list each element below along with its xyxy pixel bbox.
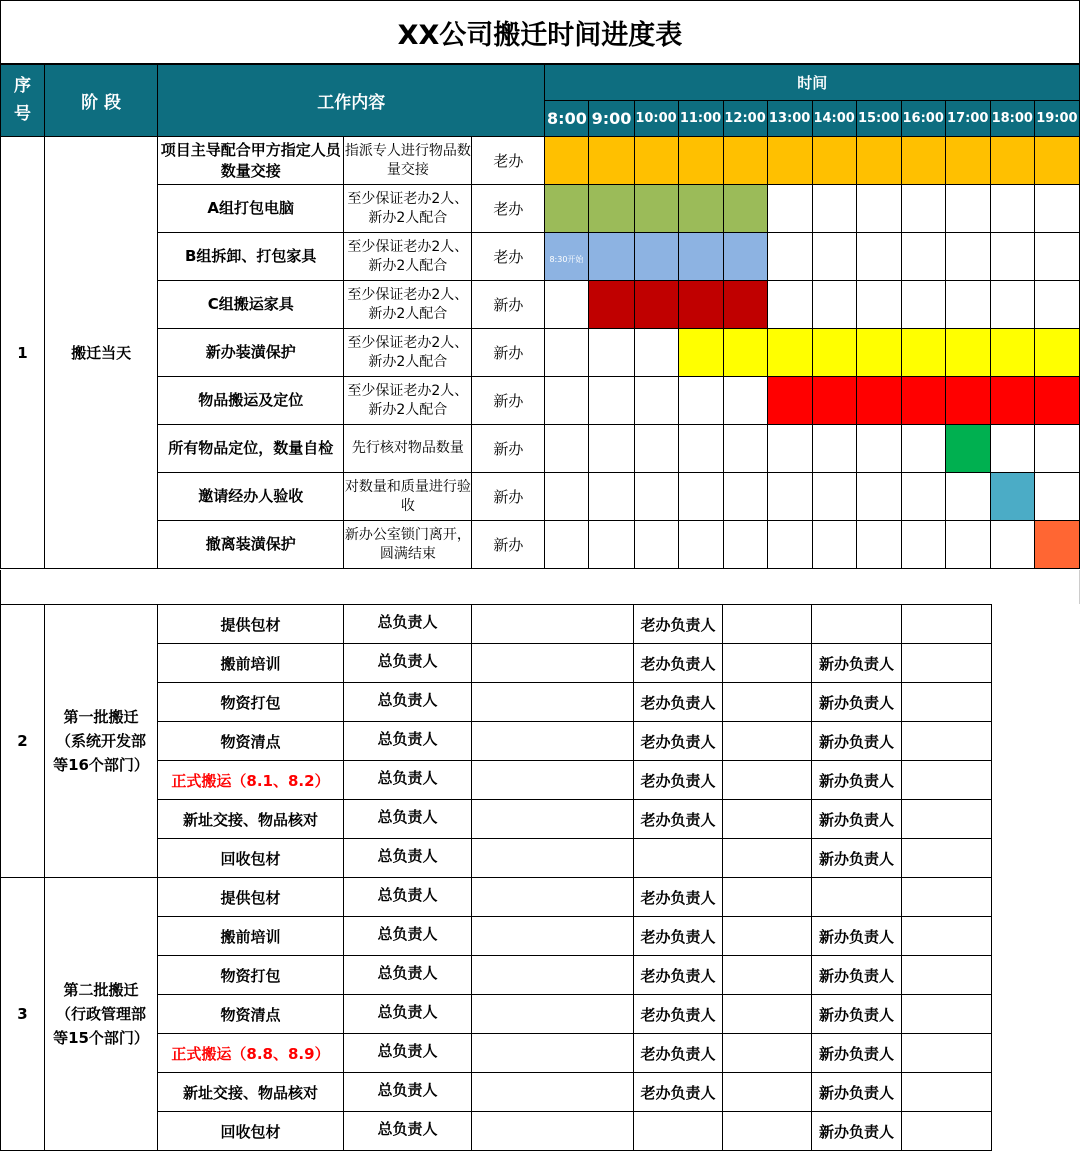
batch-task: 正式搬运（8.1、8.2） xyxy=(158,761,344,800)
phase-seq: 1 xyxy=(1,137,45,569)
blank-cell xyxy=(472,761,634,800)
gantt-empty-cell xyxy=(990,521,1034,569)
blank-cell xyxy=(723,839,812,878)
task-row xyxy=(1,425,1080,473)
new-office-owner: 新办负责人 xyxy=(812,644,902,683)
blank-cell xyxy=(472,839,634,878)
gantt-empty-cell xyxy=(990,425,1034,473)
gantt-empty-cell xyxy=(767,233,812,281)
new-office-owner: 新办负责人 xyxy=(812,722,902,761)
gantt-empty-cell xyxy=(545,473,589,521)
gantt-empty-cell xyxy=(945,521,990,569)
gantt-empty-cell xyxy=(856,185,901,233)
task-name: 项目主导配合甲方指定人员数量交接 xyxy=(158,137,344,185)
gantt-bar-cell xyxy=(901,137,945,185)
gantt-bar-cell xyxy=(945,137,990,185)
old-office-owner xyxy=(634,839,723,878)
batch-task: 搬前培训 xyxy=(158,917,344,956)
new-office-owner: 新办负责人 xyxy=(812,800,902,839)
blank-cell xyxy=(902,1112,992,1151)
blank-cell xyxy=(723,1112,812,1151)
gantt-empty-cell xyxy=(634,473,678,521)
gantt-empty-cell xyxy=(723,425,767,473)
gantt-bar-cell xyxy=(678,185,723,233)
gantt-empty-cell xyxy=(901,281,945,329)
new-office-owner: 新办负责人 xyxy=(812,839,902,878)
task-row xyxy=(1,233,1080,281)
gantt-bar-cell xyxy=(812,377,856,425)
gantt-empty-cell xyxy=(990,281,1034,329)
gantt-empty-cell xyxy=(812,425,856,473)
task-team: 新办 xyxy=(472,521,545,569)
old-office-owner: 老办负责人 xyxy=(634,878,723,917)
chief-owner: 总负责人 xyxy=(344,1034,472,1073)
task-team: 老办 xyxy=(472,233,545,281)
old-office-owner xyxy=(634,1112,723,1151)
gantt-empty-cell xyxy=(812,233,856,281)
gantt-empty-cell xyxy=(723,377,767,425)
chief-owner: 总负责人 xyxy=(344,683,472,722)
task-row xyxy=(1,521,1080,569)
batch-task: 新址交接、物品核对 xyxy=(158,800,344,839)
gantt-bar-cell xyxy=(945,329,990,377)
gantt-bar-cell xyxy=(589,185,634,233)
blank-cell xyxy=(723,800,812,839)
blank-cell xyxy=(902,605,992,644)
blank-cell xyxy=(902,956,992,995)
task-row xyxy=(1,377,1080,425)
task-detail: 至少保证老办2人、新办2人配合 xyxy=(344,185,472,233)
new-office-owner: 新办负责人 xyxy=(812,956,902,995)
chief-owner: 总负责人 xyxy=(344,722,472,761)
gantt-bar-cell xyxy=(767,137,812,185)
gantt-empty-cell xyxy=(901,425,945,473)
blank-cell xyxy=(723,1073,812,1112)
blank-cell xyxy=(472,1034,634,1073)
gantt-bar-cell xyxy=(945,425,990,473)
blank-cell xyxy=(472,1112,634,1151)
gantt-empty-cell xyxy=(1034,281,1079,329)
phase-seq: 2 xyxy=(1,605,45,878)
task-row xyxy=(1,473,1080,521)
gantt-empty-cell xyxy=(1034,473,1079,521)
gantt-empty-cell xyxy=(945,233,990,281)
chief-owner: 总负责人 xyxy=(344,761,472,800)
gantt-empty-cell xyxy=(723,473,767,521)
task-team: 新办 xyxy=(472,329,545,377)
blank-cell xyxy=(902,644,992,683)
task-name: 邀请经办人验收 xyxy=(158,473,344,521)
gantt-empty-cell xyxy=(901,521,945,569)
new-office-owner: 新办负责人 xyxy=(812,1073,902,1112)
task-row xyxy=(1,137,1080,185)
gantt-bar-cell xyxy=(990,137,1034,185)
gantt-bar-cell xyxy=(990,329,1034,377)
blank-cell xyxy=(472,683,634,722)
gantt-bar-cell xyxy=(678,233,723,281)
hour-label: 10:00 xyxy=(634,101,678,137)
gantt-empty-cell xyxy=(589,473,634,521)
gantt-bar-cell xyxy=(901,329,945,377)
new-office-owner: 新办负责人 xyxy=(812,761,902,800)
gantt-empty-cell xyxy=(1034,425,1079,473)
blank-cell xyxy=(902,995,992,1034)
batch-task: 新址交接、物品核对 xyxy=(158,1073,344,1112)
blank-cell xyxy=(902,839,992,878)
gantt-empty-cell xyxy=(856,281,901,329)
gantt-empty-cell xyxy=(812,473,856,521)
old-office-owner: 老办负责人 xyxy=(634,1073,723,1112)
old-office-owner: 老办负责人 xyxy=(634,605,723,644)
task-detail: 先行核对物品数量 xyxy=(344,425,472,473)
gantt-bar-cell xyxy=(856,329,901,377)
task-row xyxy=(1,329,1080,377)
gantt-bar-cell xyxy=(723,281,767,329)
task-detail: 至少保证老办2人、新办2人配合 xyxy=(344,233,472,281)
new-office-owner: 新办负责人 xyxy=(812,917,902,956)
schedule-table xyxy=(0,64,1080,569)
blank-cell xyxy=(902,800,992,839)
task-team: 新办 xyxy=(472,377,545,425)
hour-label: 11:00 xyxy=(678,101,723,137)
gantt-empty-cell xyxy=(856,521,901,569)
header-seq: 序 号 xyxy=(1,65,45,137)
start-note: 8:30开始 xyxy=(549,255,584,264)
chief-owner: 总负责人 xyxy=(344,800,472,839)
gantt-bar-cell xyxy=(812,329,856,377)
new-office-owner: 新办负责人 xyxy=(812,995,902,1034)
gantt-bar-cell xyxy=(678,281,723,329)
gantt-empty-cell xyxy=(678,377,723,425)
task-team: 新办 xyxy=(472,425,545,473)
old-office-owner: 老办负责人 xyxy=(634,956,723,995)
gantt-empty-cell xyxy=(545,281,589,329)
gantt-empty-cell xyxy=(856,425,901,473)
gantt-empty-cell xyxy=(856,473,901,521)
gantt-bar-cell xyxy=(767,329,812,377)
task-name: A组打包电脑 xyxy=(158,185,344,233)
task-row xyxy=(1,281,1080,329)
gantt-empty-cell xyxy=(767,425,812,473)
gantt-empty-cell xyxy=(678,425,723,473)
gantt-bar-cell xyxy=(723,329,767,377)
gantt-bar-cell xyxy=(856,377,901,425)
hour-label: 8:00 xyxy=(545,101,589,137)
blank-cell xyxy=(472,605,634,644)
blank-cell xyxy=(723,917,812,956)
gantt-bar-cell xyxy=(634,185,678,233)
gantt-bar-cell xyxy=(1034,377,1079,425)
blank-cell xyxy=(723,683,812,722)
batch-row xyxy=(1,605,992,644)
task-detail: 至少保证老办2人、新办2人配合 xyxy=(344,377,472,425)
task-name: 新办装潢保护 xyxy=(158,329,344,377)
blank-cell xyxy=(723,878,812,917)
task-team: 老办 xyxy=(472,137,545,185)
gantt-empty-cell xyxy=(634,425,678,473)
gantt-empty-cell xyxy=(678,521,723,569)
gantt-empty-cell xyxy=(678,473,723,521)
new-office-owner xyxy=(812,605,902,644)
gantt-bar-cell xyxy=(589,281,634,329)
gantt-empty-cell xyxy=(589,425,634,473)
batch-row xyxy=(1,878,992,917)
phase-stage: 第二批搬迁（行政管理部等15个部门） xyxy=(45,878,158,1151)
gantt-empty-cell xyxy=(945,185,990,233)
gantt-empty-cell xyxy=(723,521,767,569)
blank-cell xyxy=(472,878,634,917)
blank-cell xyxy=(472,722,634,761)
new-office-owner xyxy=(812,878,902,917)
gantt-bar-cell xyxy=(678,137,723,185)
page-title: XX公司搬迁时间进度表 xyxy=(0,0,1080,64)
chief-owner: 总负责人 xyxy=(344,839,472,878)
blank-cell xyxy=(723,644,812,683)
blank-cell xyxy=(472,995,634,1034)
batch-table xyxy=(0,604,992,1151)
blank-cell xyxy=(723,761,812,800)
gantt-bar-cell xyxy=(990,377,1034,425)
gantt-bar-cell xyxy=(856,137,901,185)
hour-label: 15:00 xyxy=(856,101,901,137)
batch-task: 回收包材 xyxy=(158,839,344,878)
old-office-owner: 老办负责人 xyxy=(634,683,723,722)
gantt-empty-cell xyxy=(1034,233,1079,281)
gantt-empty-cell xyxy=(812,281,856,329)
gantt-empty-cell xyxy=(767,281,812,329)
chief-owner: 总负责人 xyxy=(344,644,472,683)
phase-stage: 搬迁当天 xyxy=(45,137,158,569)
blank-cell xyxy=(472,800,634,839)
gantt-empty-cell xyxy=(767,185,812,233)
task-team: 老办 xyxy=(472,185,545,233)
blank-cell xyxy=(902,878,992,917)
batch-task: 物资打包 xyxy=(158,956,344,995)
section-gap xyxy=(0,570,1080,604)
gantt-empty-cell xyxy=(545,377,589,425)
header-stage: 阶 段 xyxy=(45,65,158,137)
phase-stage: 第一批搬迁（系统开发部等16个部门） xyxy=(45,605,158,878)
hour-label: 9:00 xyxy=(589,101,634,137)
blank-cell xyxy=(472,1073,634,1112)
blank-cell xyxy=(723,722,812,761)
gantt-bar-cell xyxy=(678,329,723,377)
task-team: 新办 xyxy=(472,281,545,329)
batch-task: 正式搬运（8.8、8.9） xyxy=(158,1034,344,1073)
gantt-bar-cell xyxy=(945,377,990,425)
batch-task: 提供包材 xyxy=(158,878,344,917)
hour-label: 16:00 xyxy=(901,101,945,137)
gantt-bar-cell xyxy=(723,185,767,233)
phase-seq: 3 xyxy=(1,878,45,1151)
gantt-bar-cell xyxy=(1034,137,1079,185)
task-detail: 对数量和质量进行验收 xyxy=(344,473,472,521)
gantt-empty-cell xyxy=(634,521,678,569)
gantt-bar-cell xyxy=(545,185,589,233)
gantt-bar-cell xyxy=(901,377,945,425)
old-office-owner: 老办负责人 xyxy=(634,761,723,800)
task-name: 撤离装潢保护 xyxy=(158,521,344,569)
gantt-empty-cell xyxy=(634,377,678,425)
gantt-empty-cell xyxy=(901,473,945,521)
task-row xyxy=(1,185,1080,233)
gantt-empty-cell xyxy=(812,521,856,569)
blank-cell xyxy=(902,917,992,956)
gantt-empty-cell xyxy=(545,329,589,377)
blank-cell xyxy=(902,1034,992,1073)
hour-label: 19:00 xyxy=(1034,101,1079,137)
blank-cell xyxy=(723,1034,812,1073)
gantt-empty-cell xyxy=(545,521,589,569)
hour-label: 12:00 xyxy=(723,101,767,137)
hour-label: 17:00 xyxy=(945,101,990,137)
old-office-owner: 老办负责人 xyxy=(634,995,723,1034)
gantt-empty-cell xyxy=(589,377,634,425)
blank-cell xyxy=(472,917,634,956)
gantt-bar-cell xyxy=(723,137,767,185)
gantt-bar-cell xyxy=(634,233,678,281)
hour-label: 13:00 xyxy=(767,101,812,137)
old-office-owner: 老办负责人 xyxy=(634,917,723,956)
gantt-empty-cell xyxy=(1034,185,1079,233)
blank-cell xyxy=(723,605,812,644)
blank-cell xyxy=(902,1073,992,1112)
chief-owner: 总负责人 xyxy=(344,1073,472,1112)
header-time: 时间 xyxy=(545,65,1080,101)
gantt-empty-cell xyxy=(990,185,1034,233)
task-name: C组搬运家具 xyxy=(158,281,344,329)
gantt-empty-cell xyxy=(812,185,856,233)
batch-task: 物资清点 xyxy=(158,722,344,761)
gantt-bar-cell xyxy=(767,377,812,425)
gantt-bar-cell xyxy=(1034,329,1079,377)
chief-owner: 总负责人 xyxy=(344,956,472,995)
task-detail: 至少保证老办2人、新办2人配合 xyxy=(344,281,472,329)
task-detail: 指派专人进行物品数量交接 xyxy=(344,137,472,185)
old-office-owner: 老办负责人 xyxy=(634,722,723,761)
batch-task: 搬前培训 xyxy=(158,644,344,683)
gantt-bar-cell xyxy=(545,233,589,281)
batch-task: 物资打包 xyxy=(158,683,344,722)
gantt-empty-cell xyxy=(767,521,812,569)
gantt-bar-cell xyxy=(1034,521,1079,569)
batch-task: 物资清点 xyxy=(158,995,344,1034)
blank-cell xyxy=(472,956,634,995)
task-name: B组拆卸、打包家具 xyxy=(158,233,344,281)
chief-owner: 总负责人 xyxy=(344,605,472,644)
gantt-empty-cell xyxy=(901,185,945,233)
gantt-empty-cell xyxy=(856,233,901,281)
batch-task: 回收包材 xyxy=(158,1112,344,1151)
gantt-bar-cell xyxy=(812,137,856,185)
new-office-owner: 新办负责人 xyxy=(812,1112,902,1151)
chief-owner: 总负责人 xyxy=(344,995,472,1034)
gantt-bar-cell xyxy=(990,473,1034,521)
gantt-bar-cell xyxy=(723,233,767,281)
gantt-empty-cell xyxy=(589,521,634,569)
gantt-empty-cell xyxy=(545,425,589,473)
gantt-empty-cell xyxy=(901,233,945,281)
gantt-empty-cell xyxy=(767,473,812,521)
new-office-owner: 新办负责人 xyxy=(812,1034,902,1073)
old-office-owner: 老办负责人 xyxy=(634,644,723,683)
hour-label: 18:00 xyxy=(990,101,1034,137)
gantt-bar-cell xyxy=(634,281,678,329)
gantt-bar-cell xyxy=(589,137,634,185)
chief-owner: 总负责人 xyxy=(344,878,472,917)
gantt-empty-cell xyxy=(589,329,634,377)
blank-cell xyxy=(723,995,812,1034)
blank-cell xyxy=(723,956,812,995)
blank-cell xyxy=(902,761,992,800)
gantt-bar-cell xyxy=(589,233,634,281)
chief-owner: 总负责人 xyxy=(344,917,472,956)
gantt-empty-cell xyxy=(634,329,678,377)
task-detail: 新办公室锁门离开，圆满结束 xyxy=(344,521,472,569)
old-office-owner: 老办负责人 xyxy=(634,1034,723,1073)
task-name: 物品搬运及定位 xyxy=(158,377,344,425)
new-office-owner: 新办负责人 xyxy=(812,683,902,722)
old-office-owner: 老办负责人 xyxy=(634,800,723,839)
blank-cell xyxy=(902,722,992,761)
gantt-empty-cell xyxy=(945,473,990,521)
batch-task: 提供包材 xyxy=(158,605,344,644)
blank-cell xyxy=(472,644,634,683)
gantt-empty-cell xyxy=(990,233,1034,281)
gantt-bar-cell xyxy=(634,137,678,185)
task-name: 所有物品定位，数量自检 xyxy=(158,425,344,473)
header-content: 工作内容 xyxy=(158,65,545,137)
gantt-empty-cell xyxy=(945,281,990,329)
task-detail: 至少保证老办2人、新办2人配合 xyxy=(344,329,472,377)
hour-label: 14:00 xyxy=(812,101,856,137)
blank-cell xyxy=(902,683,992,722)
gantt-bar-cell xyxy=(545,137,589,185)
task-team: 新办 xyxy=(472,473,545,521)
chief-owner: 总负责人 xyxy=(344,1112,472,1151)
